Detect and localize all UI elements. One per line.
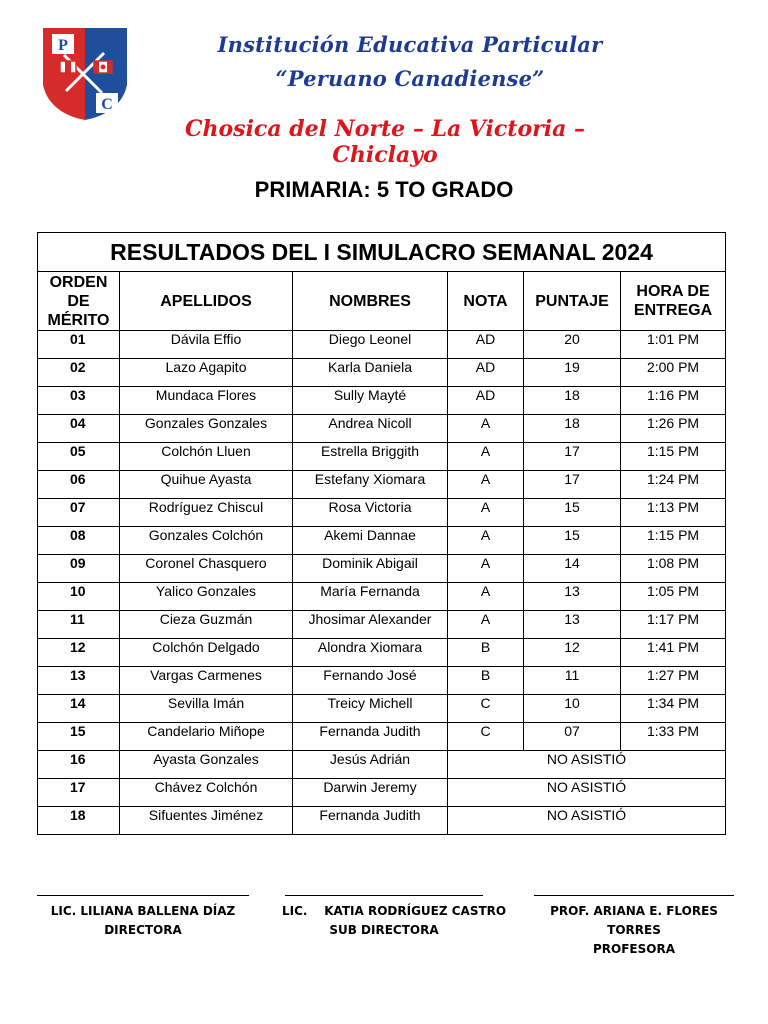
header-orden: ORDEN DE MÉRITO <box>38 272 120 331</box>
cell-nombres: Fernanda Judith <box>293 723 448 751</box>
cell-orden: 18 <box>38 807 120 835</box>
cell-nota: A <box>448 611 524 639</box>
signature-name: LIC. KATIA RODRÍGUEZ CASTRO <box>282 904 507 918</box>
cell-apellidos: Colchón Lluen <box>120 443 293 471</box>
cell-puntaje: 19 <box>524 359 621 387</box>
cell-hora: 1:08 PM <box>621 555 726 583</box>
cell-apellidos: Gonzales Colchón <box>120 527 293 555</box>
logo-letter-c: C <box>101 96 113 113</box>
cell-puntaje: 20 <box>524 331 621 359</box>
cell-nota: A <box>448 527 524 555</box>
table-row <box>38 695 726 723</box>
signature-name: LIC. LILIANA BALLENA DÍAZ <box>50 904 236 918</box>
cell-orden: 04 <box>38 415 120 443</box>
table-row <box>38 387 726 415</box>
table-row <box>38 779 726 807</box>
header-hora: HORA DE ENTREGA <box>621 272 726 331</box>
table-row <box>38 471 726 499</box>
cell-puntaje: 14 <box>524 555 621 583</box>
cell-orden: 10 <box>38 583 120 611</box>
signature-role: SUB DIRECTORA <box>329 923 439 937</box>
header-puntaje: PUNTAJE <box>524 272 621 331</box>
table-row <box>38 751 726 779</box>
cell-nombres: Estrella Briggith <box>293 443 448 471</box>
table-row <box>38 415 726 443</box>
signature-directora <box>37 895 249 940</box>
cell-nota: B <box>448 667 524 695</box>
cell-orden: 13 <box>38 667 120 695</box>
school-name: “Peruano Canadiense” <box>275 66 545 91</box>
cell-hora: 1:15 PM <box>621 527 726 555</box>
cell-apellidos: Quihue Ayasta <box>120 471 293 499</box>
cell-apellidos: Lazo Agapito <box>120 359 293 387</box>
cell-orden: 16 <box>38 751 120 779</box>
cell-nota: AD <box>448 387 524 415</box>
cell-hora: 2:00 PM <box>621 359 726 387</box>
results-table <box>37 232 726 835</box>
cell-orden: 06 <box>38 471 120 499</box>
cell-puntaje: 13 <box>524 583 621 611</box>
cell-nombres: Jhosimar Alexander <box>293 611 448 639</box>
cell-nota: B <box>448 639 524 667</box>
cell-nombres: Rosa Victoria <box>293 499 448 527</box>
cell-nombres: Sully Mayté <box>293 387 448 415</box>
cell-nombres: Alondra Xiomara <box>293 639 448 667</box>
cell-nombres: Jesús Adrián <box>293 751 448 779</box>
cell-apellidos: Coronel Chasquero <box>120 555 293 583</box>
cell-no-asistio: NO ASISTIÓ <box>448 779 726 807</box>
header-nota: NOTA <box>448 272 524 331</box>
cell-hora: 1:41 PM <box>621 639 726 667</box>
cell-puntaje: 15 <box>524 499 621 527</box>
cell-orden: 12 <box>38 639 120 667</box>
header-nombres: NOMBRES <box>293 272 448 331</box>
cell-nombres: Treicy Michell <box>293 695 448 723</box>
signature-name: PROF. ARIANA E. FLORES TORRES <box>550 904 718 937</box>
cell-apellidos: Sifuentes Jiménez <box>120 807 293 835</box>
cell-puntaje: 10 <box>524 695 621 723</box>
table-row <box>38 359 726 387</box>
table-row <box>38 667 726 695</box>
cell-nombres: Estefany Xiomara <box>293 471 448 499</box>
signature-profesora <box>528 895 740 959</box>
grade-heading: PRIMARIA: 5 TO GRADO <box>254 177 514 202</box>
cell-puntaje: 18 <box>524 387 621 415</box>
cell-hora: 1:24 PM <box>621 471 726 499</box>
table-row <box>38 723 726 751</box>
table-row <box>38 499 726 527</box>
cell-hora: 1:27 PM <box>621 667 726 695</box>
cell-no-asistio: NO ASISTIÓ <box>448 751 726 779</box>
cell-nombres: Diego Leonel <box>293 331 448 359</box>
cell-nota: A <box>448 499 524 527</box>
cell-apellidos: Mundaca Flores <box>120 387 293 415</box>
cell-puntaje: 13 <box>524 611 621 639</box>
institution-name: Institución Educativa Particular <box>217 32 603 57</box>
cell-nombres: María Fernanda <box>293 583 448 611</box>
cell-nota: A <box>448 471 524 499</box>
cell-apellidos: Ayasta Gonzales <box>120 751 293 779</box>
cell-hora: 1:33 PM <box>621 723 726 751</box>
cell-nota: A <box>448 555 524 583</box>
signature-line <box>534 895 734 896</box>
cell-apellidos: Rodríguez Chiscul <box>120 499 293 527</box>
cell-nota: A <box>448 415 524 443</box>
cell-hora: 1:26 PM <box>621 415 726 443</box>
cell-orden: 02 <box>38 359 120 387</box>
cell-puntaje: 07 <box>524 723 621 751</box>
signature-role: PROFESORA <box>592 942 675 956</box>
cell-hora: 1:01 PM <box>621 331 726 359</box>
table-caption: RESULTADOS DEL I SIMULACRO SEMANAL 2024 <box>38 233 726 272</box>
school-location: Chosica del Norte – La Victoria – Chiclayo <box>185 116 585 168</box>
cell-nota: C <box>448 723 524 751</box>
cell-apellidos: Colchón Delgado <box>120 639 293 667</box>
cell-orden: 09 <box>38 555 120 583</box>
cell-apellidos: Dávila Effio <box>120 331 293 359</box>
cell-puntaje: 17 <box>524 471 621 499</box>
logo-letter-p: P <box>58 37 68 54</box>
cell-nota: AD <box>448 331 524 359</box>
table-row <box>38 639 726 667</box>
cell-nombres: Darwin Jeremy <box>293 779 448 807</box>
cell-apellidos: Cieza Guzmán <box>120 611 293 639</box>
cell-apellidos: Vargas Carmenes <box>120 667 293 695</box>
table-row <box>38 611 726 639</box>
cell-orden: 15 <box>38 723 120 751</box>
table-row <box>38 583 726 611</box>
cell-hora: 1:13 PM <box>621 499 726 527</box>
cell-nota: AD <box>448 359 524 387</box>
header-apellidos: APELLIDOS <box>120 272 293 331</box>
cell-puntaje: 12 <box>524 639 621 667</box>
cell-hora: 1:15 PM <box>621 443 726 471</box>
cell-hora: 1:34 PM <box>621 695 726 723</box>
cell-puntaje: 15 <box>524 527 621 555</box>
cell-orden: 01 <box>38 331 120 359</box>
cell-nota: A <box>448 443 524 471</box>
signature-role: DIRECTORA <box>104 923 182 937</box>
cell-apellidos: Yalico Gonzales <box>120 583 293 611</box>
cell-hora: 1:05 PM <box>621 583 726 611</box>
cell-nombres: Akemi Dannae <box>293 527 448 555</box>
cell-nota: A <box>448 583 524 611</box>
cell-orden: 05 <box>38 443 120 471</box>
cell-orden: 11 <box>38 611 120 639</box>
cell-hora: 1:17 PM <box>621 611 726 639</box>
signature-line <box>37 895 249 896</box>
cell-nombres: Dominik Abigail <box>293 555 448 583</box>
table-row <box>38 555 726 583</box>
cell-puntaje: 18 <box>524 415 621 443</box>
cell-apellidos: Candelario Miñope <box>120 723 293 751</box>
cell-apellidos: Chávez Colchón <box>120 779 293 807</box>
cell-orden: 08 <box>38 527 120 555</box>
cell-orden: 07 <box>38 499 120 527</box>
cell-nombres: Fernando José <box>293 667 448 695</box>
cell-apellidos: Gonzales Gonzales <box>120 415 293 443</box>
cell-no-asistio: NO ASISTIÓ <box>448 807 726 835</box>
cell-nombres: Karla Daniela <box>293 359 448 387</box>
cell-orden: 03 <box>38 387 120 415</box>
signature-subdirectora <box>282 895 507 940</box>
cell-nombres: Fernanda Judith <box>293 807 448 835</box>
cell-nota: C <box>448 695 524 723</box>
table-row <box>38 331 726 359</box>
table-row <box>38 527 726 555</box>
cell-puntaje: 17 <box>524 443 621 471</box>
cell-orden: 17 <box>38 779 120 807</box>
cell-orden: 14 <box>38 695 120 723</box>
table-header-row <box>38 272 726 331</box>
signature-line <box>285 895 483 896</box>
school-crest-logo <box>38 25 132 123</box>
cell-hora: 1:16 PM <box>621 387 726 415</box>
cell-puntaje: 11 <box>524 667 621 695</box>
table-row <box>38 443 726 471</box>
cell-nombres: Andrea Nicoll <box>293 415 448 443</box>
cell-apellidos: Sevilla Imán <box>120 695 293 723</box>
table-row <box>38 807 726 835</box>
